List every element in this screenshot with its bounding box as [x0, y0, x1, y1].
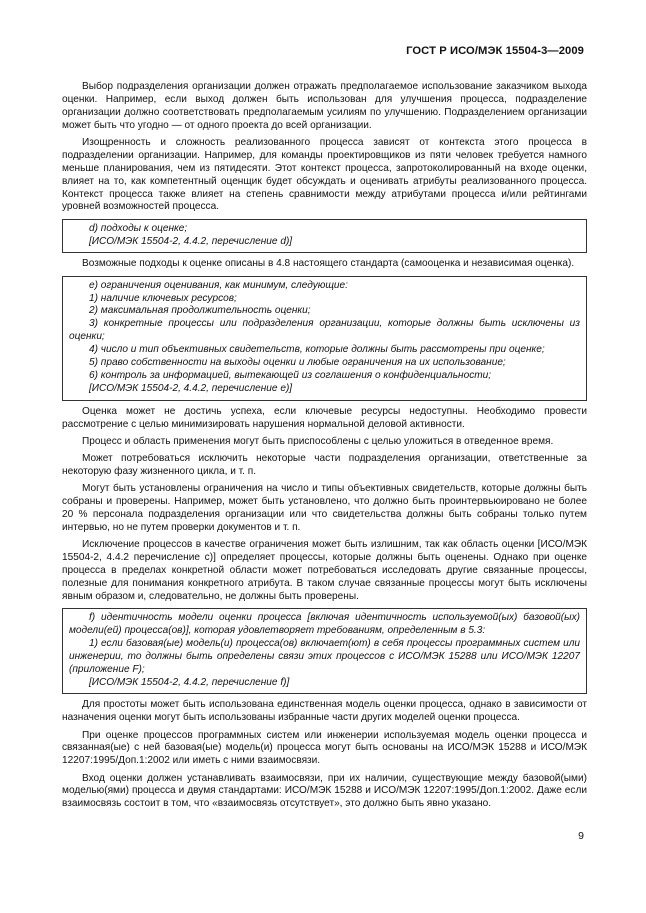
box-line: 6) контроль за информацией, вытекающей из соглашения о конфиденциальности; [89, 370, 492, 382]
paragraph: Может потребоваться исключить некоторые части подразделения организации, ответственные за некоторую фазу жизненного цикла, и т. п. [62, 453, 587, 478]
page-content [62, 81, 587, 816]
box-line: [ИСО/МЭК 15504-2, 4.4.2, перечисление d)] [89, 235, 293, 247]
paragraph: Для простоты может быть использована единственная модель оценки процесса, однако в зависимости от назначения оценки могут быть использованы избранные части других моделей оценки процесса. [62, 699, 587, 724]
standard-header: ГОСТ Р ИСО/МЭК 15504-3—2009 [406, 45, 584, 57]
page-number: 9 [578, 830, 584, 842]
paragraph: При оценке процессов программных систем или инженерии используемая модель оценки процесса и связанная(ые) с ней базовая(ые) модель(и) процесса могут быть основаны на ИСО/МЭК 15288 и ИСО/МЭК 12207:1995/Доп.1:2002 или иметь с ними взаимосвязи. [62, 729, 587, 767]
box-line: f) идентичность модели оценки процесса [включая идентичность используемой(ых) базовой(ых) модели(ей) процесса(ов)], которая удовлетворяет требованиям, определенным в 5.3: [69, 612, 580, 636]
box-line: [ИСО/МЭК 15504-2, 4.4.2, перечисление f)] [89, 676, 290, 688]
box-line: [ИСО/МЭК 15504-2, 4.4.2, перечисление e)] [89, 382, 293, 394]
paragraph: Вход оценки должен устанавливать взаимосвязи, при их наличии, существующие между базовой(ыми) моделью(ями) процесса и двумя стандартами: ИСО/МЭК 15288 и ИСО/МЭК 12207:1995/Доп.1:2002. Даже если взаимосвязь состоит в том, что «взаимосвязь отсутствует», это должно быть явно указано. [62, 772, 587, 810]
box-line: e) ограничения оценивания, как минимум, следующие: [89, 279, 348, 291]
requirement-box-e [62, 276, 587, 401]
paragraph: Могут быть установлены ограничения на число и типы объективных свидетельств, которые должны быть собраны и проверены. Например, может быть установлено, что должно быть проинтервьюировано не более 20 % персонала подразделения организации или что свидетельства должны быть собраны только путем интервью, но не путем проверки документов и т. п. [62, 483, 587, 533]
box-line: 5) право собственности на выходы оценки и любые ограничения на их использование; [89, 357, 506, 369]
paragraph: Возможные подходы к оценке описаны в 4.8 настоящего стандарта (самооценка и независимая оценка). [82, 258, 575, 270]
requirement-box-d [62, 219, 587, 254]
box-line: 4) число и тип объективных свидетельств, которые должны быть рассмотрены при оценке; [89, 344, 545, 356]
box-line: 3) конкретные процессы или подразделения организации, которые должны быть исключены из оценки; [69, 318, 580, 343]
paragraph: Выбор подразделения организации должен отражать предполагаемое использование заказчиком выхода оценки. Например, если выход должен быть использован для улучшения процесса, подразделение организации должно соответствовать предполагаемым усилиям по улучшению. Подразделением организации может быть что угодно — от одного проекта до всей организации. [62, 81, 587, 131]
box-line: 1) наличие ключевых ресурсов; [89, 292, 237, 304]
requirement-box-f [62, 608, 587, 694]
box-line: d) подходы к оценке; [89, 222, 188, 234]
paragraph: Исключение процессов в качестве ограничения может быть излишним, так как область оценки [ИСО/МЭК 15504-2, 4.4.2 перечисление c)] определяет процессы, которые должны быть оценены. Однако при оценке процесса в пределах конкретной области может потребоваться исследовать другие связанные процессы, полезные для понимания конкретного атрибута. В таком случае связанные процессы могут быть исключены явным образом и, следовательно, не должны быть проверены. [62, 539, 587, 602]
paragraph: Процесс и область применения могут быть приспособлены с целью уложиться в отведенное время. [82, 435, 554, 447]
box-line: 2) максимальная продолжительность оценки; [89, 305, 311, 317]
box-line: 1) если базовая(ые) модель(и) процесса(ов) включает(ют) в себя процессы программных систем или инженерии, то должны быть определены связи этих процессов с ИСО/МЭК 15288 или ИСО/МЭК 12207 (приложение F); [69, 637, 580, 675]
paragraph: Изощренность и сложность реализованного процесса зависят от контекста этого процесса в подразделении организации. Например, для команды проектировщиков из пяти человек требуется намного меньше планирования, чем из пятидесяти. Этот контекст процесса, запротоколированный на входе оценки, влияет на то, как компетентный оценщик будет обсуждать и оценивать атрибуты реализованного процесса. Контекст процесса также влияет на степень сравнимости между атрибутами процесса и/или рейтингами уровней возможностей процесса. [62, 136, 587, 213]
paragraph: Оценка может не достичь успеха, если ключевые ресурсы недоступны. Необходимо провести рассмотрение с целью минимизировать нарушения нормальной деловой активности. [62, 405, 587, 430]
